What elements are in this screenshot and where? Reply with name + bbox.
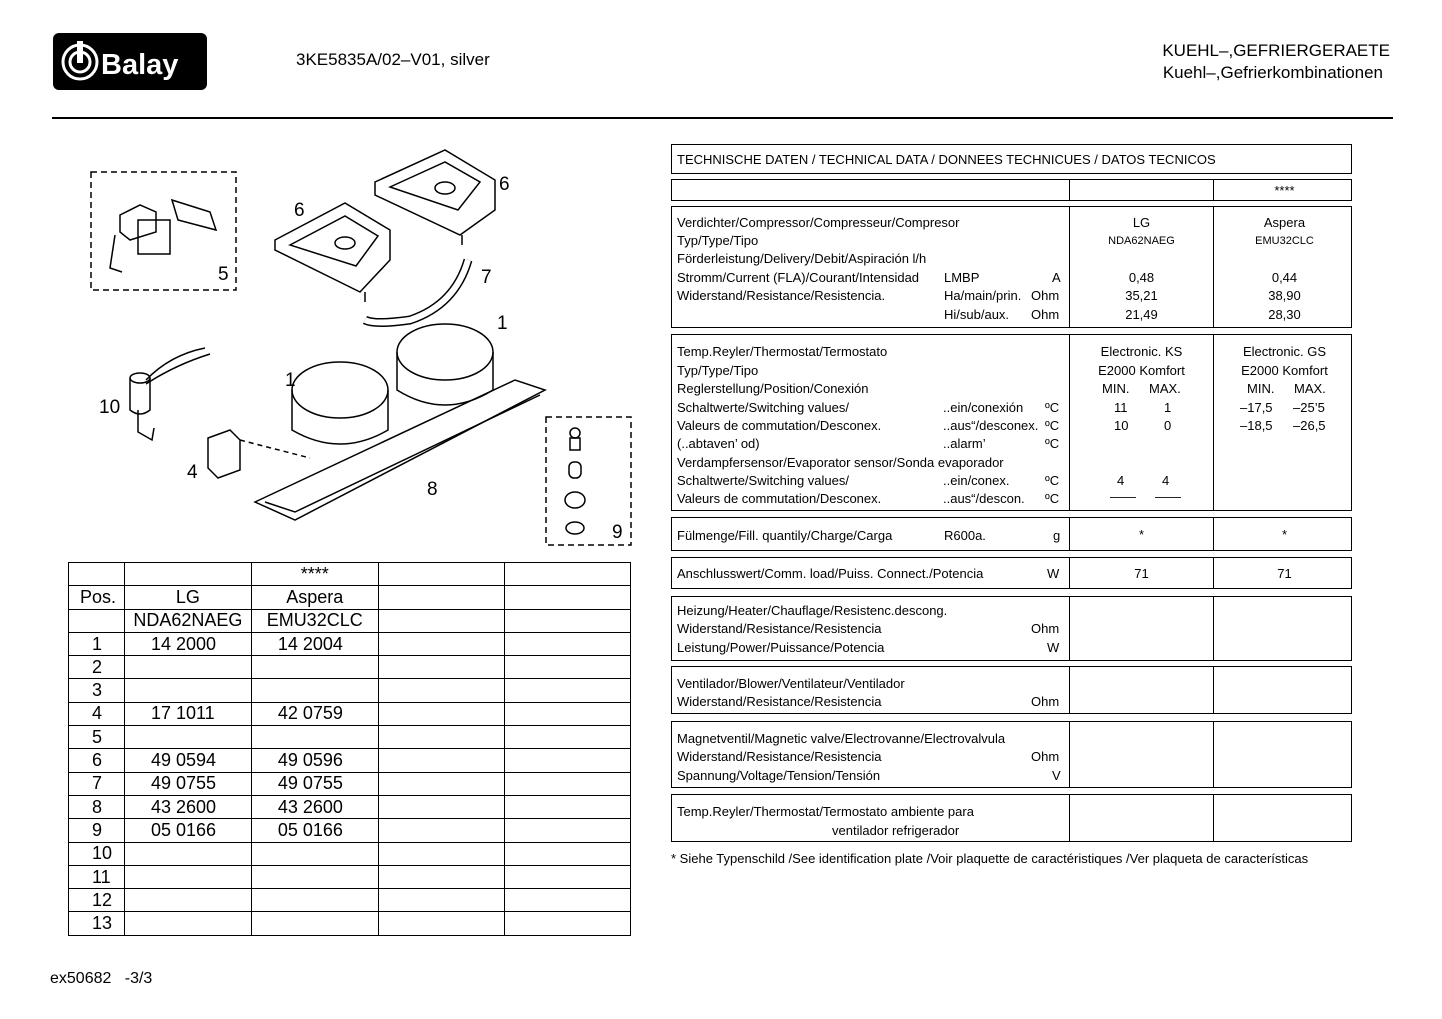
- table-header-brand-row: [69, 586, 631, 609]
- tech-title-box: [671, 144, 1352, 174]
- callout-9: 9: [612, 522, 623, 543]
- table-row: [69, 726, 631, 749]
- tech-text: Temp.Reyler/Thermostat/Termostato ambiente para: [677, 804, 974, 819]
- tech-text: Electronic. GS: [1242, 344, 1327, 359]
- cell-lg: 49 0755: [124, 772, 251, 795]
- cell-pos: 8: [69, 795, 125, 818]
- tech-text: V: [1052, 768, 1061, 783]
- cell-pos: 6: [69, 749, 125, 772]
- callout-8: 8: [427, 479, 438, 500]
- cell-pos: 7: [69, 772, 125, 795]
- part-1-compressor-rear: [397, 324, 493, 380]
- cell-lg: 05 0166: [124, 819, 251, 842]
- stars-label: ****: [251, 563, 378, 586]
- tech-text: Ventilador/Blower/Ventilateur/Ventilador: [677, 676, 905, 691]
- table-row: [69, 702, 631, 725]
- tech-stars-box: [671, 179, 1352, 201]
- cell-aspera: [251, 865, 378, 888]
- tech-text: (..abtaven’ od): [677, 436, 760, 451]
- table-header-model-row: [69, 609, 631, 632]
- tech-text: ºC: [1045, 436, 1060, 451]
- tech-text: 4: [1162, 473, 1170, 488]
- table-row: [69, 865, 631, 888]
- cell-aspera: 43 2600: [251, 795, 378, 818]
- model-aspera: EMU32CLC: [251, 609, 378, 632]
- footnote: * Siehe Typenschild /See identification plate /Voir plaquette de caractéristiques /Ver plaqueta de características: [671, 851, 1309, 866]
- tech-text: Reglerstellung/Position/Conexión: [677, 381, 869, 396]
- cell-aspera: 05 0166: [251, 819, 378, 842]
- callout-5: 5: [218, 264, 229, 285]
- tech-text: EMU32CLC: [1255, 235, 1314, 247]
- cell-lg: [124, 679, 251, 702]
- tech-text: 35,21: [1125, 288, 1158, 303]
- table-row: [69, 795, 631, 818]
- callout-6-left: 6: [294, 200, 305, 221]
- tech-text: R600a.: [944, 528, 986, 543]
- cell-pos: 13: [69, 912, 125, 935]
- tech-text: Ohm: [1031, 621, 1060, 636]
- tech-text: ºC: [1045, 400, 1060, 415]
- compressor-block: [671, 206, 1352, 328]
- tech-text: ——: [1110, 489, 1136, 504]
- tech-text: Typ/Type/Tipo: [677, 363, 759, 378]
- cell-aspera: 42 0759: [251, 702, 378, 725]
- table-row: [69, 889, 631, 912]
- table-row: [69, 819, 631, 842]
- page-number: -3/3: [124, 970, 153, 987]
- cell-lg: [124, 842, 251, 865]
- tech-text: 1: [1164, 400, 1172, 415]
- table-row: [69, 912, 631, 935]
- cell-lg: 17 1011: [124, 702, 251, 725]
- tech-text: LG: [1132, 215, 1151, 230]
- category-line-1: KUEHL–,GEFRIERGERAETE: [1162, 41, 1390, 60]
- thermostat-block: [671, 334, 1352, 511]
- tech-text: E2000 Komfort: [1241, 363, 1328, 378]
- cell-aspera: [251, 842, 378, 865]
- tech-text: MAX.: [1294, 381, 1326, 396]
- ambient-thermostat-block: [671, 794, 1352, 842]
- table-row: [69, 772, 631, 795]
- tech-text: 0,48: [1128, 270, 1155, 285]
- cell-lg: [124, 726, 251, 749]
- table-row: [69, 656, 631, 679]
- callout-10: 10: [99, 397, 121, 418]
- cell-aspera: 49 0755: [251, 772, 378, 795]
- tech-text: Widerstand/Resistance/Resistencia: [677, 694, 882, 709]
- tech-text: Förderleistung/Delivery/Debit/Aspiración l/h: [677, 251, 927, 266]
- fill-quantity-block: [671, 517, 1352, 551]
- tech-text: 38,90: [1268, 288, 1301, 303]
- tech-text: Stromm/Current (FLA)/Courant/Intensidad: [677, 270, 920, 285]
- tech-text: Aspera: [1263, 215, 1306, 230]
- cell-pos: 1: [69, 632, 125, 655]
- tech-text: LMBP: [944, 270, 980, 285]
- heater-block: [671, 596, 1352, 661]
- tech-text: –18,5: [1240, 418, 1273, 433]
- model-lg: NDA62NAEG: [124, 609, 251, 632]
- part-5-frame: [91, 172, 236, 290]
- tech-text: 0: [1164, 418, 1172, 433]
- part-4-component: [208, 430, 240, 478]
- table-row: [69, 842, 631, 865]
- cell-pos: 2: [69, 656, 125, 679]
- tech-text: –26,5: [1293, 418, 1326, 433]
- cell-lg: 49 0594: [124, 749, 251, 772]
- cell-lg: [124, 865, 251, 888]
- cell-pos: 4: [69, 702, 125, 725]
- tech-text: Hi/sub/aux.: [944, 307, 1010, 322]
- tech-text: MIN.: [1247, 381, 1275, 396]
- cell-lg: [124, 656, 251, 679]
- brand-aspera: Aspera: [251, 586, 378, 609]
- tech-text: Fülmenge/Fill. quantily/Charge/Carga: [677, 528, 893, 543]
- cell-aspera: [251, 889, 378, 912]
- tech-text: Widerstand/Resistance/Resistencia: [677, 621, 882, 636]
- cell-pos: 10: [69, 842, 125, 865]
- cell-pos: 12: [69, 889, 125, 912]
- part-8-base-frame: [255, 380, 545, 520]
- tech-text: ºC: [1045, 418, 1060, 433]
- tech-text: 71: [1134, 566, 1149, 581]
- tech-text: ventilador refrigerador: [832, 823, 960, 838]
- tech-text: 10: [1114, 418, 1129, 433]
- tech-text: Leistung/Power/Puissance/Potencia: [677, 640, 885, 655]
- cell-aspera: [251, 656, 378, 679]
- tech-text: Verdampfersensor/Evaporator sensor/Sonda evaporador: [677, 455, 1004, 470]
- fan-block: [671, 666, 1352, 714]
- cell-aspera: [251, 679, 378, 702]
- callout-7: 7: [481, 267, 492, 288]
- tech-text: Widerstand/Resistance/Resistencia.: [677, 288, 886, 303]
- table-header-stars-row: [69, 563, 631, 586]
- cell-lg: [124, 889, 251, 912]
- callout-4: 4: [187, 462, 198, 483]
- tech-text: Verdichter/Compressor/Compresseur/Compresor: [677, 215, 960, 230]
- parts-positions-table: [68, 562, 631, 936]
- tech-text: ..aus“/descon.: [943, 491, 1025, 506]
- callout-1-front: 1: [285, 370, 296, 391]
- tech-text: ..aus“/desconex.: [943, 418, 1039, 433]
- callout-6-right: 6: [499, 174, 510, 195]
- tech-text: 0,44: [1271, 270, 1298, 285]
- connected-load-block: [671, 557, 1352, 589]
- cell-lg: 43 2600: [124, 795, 251, 818]
- tech-text: ºC: [1045, 491, 1060, 506]
- part-6-tray-right: [375, 150, 495, 235]
- part-6-tray-left: [275, 203, 390, 292]
- tech-text: *: [1138, 527, 1145, 542]
- tech-text: 4: [1117, 473, 1125, 488]
- callout-1-rear: 1: [497, 313, 508, 334]
- cell-lg: 14 2000: [124, 632, 251, 655]
- tech-text: Heizung/Heater/Chauflage/Resistenc.descong.: [677, 603, 948, 618]
- tech-text: W: [1047, 566, 1060, 581]
- tech-text: Widerstand/Resistance/Resistencia: [677, 749, 882, 764]
- brand-text: Balay: [101, 49, 179, 81]
- tech-text: Ohm: [1031, 288, 1060, 303]
- exploded-parts-diagram: [60, 140, 640, 555]
- tech-title: TECHNISCHE DATEN / TECHNICAL DATA / DONNEES TECHNICUES / DATOS TECNICOS: [677, 152, 1216, 167]
- tech-text: g: [1053, 528, 1061, 543]
- tech-text: Temp.Reyler/Thermostat/Termostato: [677, 344, 888, 359]
- cell-aspera: 49 0596: [251, 749, 378, 772]
- tech-text: 11: [1114, 400, 1128, 415]
- tech-text: Spannung/Voltage/Tension/Tensión: [677, 768, 881, 783]
- tech-text: Ha/main/prin.: [944, 288, 1022, 303]
- brand-lg: LG: [124, 586, 251, 609]
- tech-text: Ohm: [1031, 749, 1060, 764]
- tech-text: 21,49: [1125, 307, 1158, 322]
- tech-text: Schaltwerte/Switching values/: [677, 473, 849, 488]
- cell-aspera: 14 2004: [251, 632, 378, 655]
- table-row: [69, 632, 631, 655]
- tech-text: A: [1052, 270, 1061, 285]
- tech-text: ..alarm’: [943, 436, 986, 451]
- document-footer: [50, 970, 152, 988]
- category-line-2: Kuehl–,Gefrierkombinationen: [1162, 63, 1383, 82]
- cell-aspera: [251, 912, 378, 935]
- header-divider: [52, 117, 1393, 119]
- tech-text: Schaltwerte/Switching values/: [677, 400, 849, 415]
- tech-text: 28,30: [1268, 307, 1301, 322]
- table-row: [69, 679, 631, 702]
- tech-text: Valeurs de commutation/Desconex.: [677, 418, 882, 433]
- cell-pos: 9: [69, 819, 125, 842]
- cell-pos: 3: [69, 679, 125, 702]
- tech-text: –25’5: [1293, 400, 1325, 415]
- tech-text: ºC: [1045, 473, 1060, 488]
- tech-text: E2000 Komfort: [1098, 363, 1185, 378]
- tech-text: Anschlusswert/Comm. load/Puiss. Connect./Potencia: [677, 566, 984, 581]
- tech-text: Magnetventil/Magnetic valve/Electrovanne/Electrovalvula: [677, 731, 1006, 746]
- tech-text: W: [1047, 640, 1060, 655]
- tech-text: Ohm: [1031, 694, 1060, 709]
- tech-text: *: [1281, 527, 1288, 542]
- tech-text: MAX.: [1149, 381, 1181, 396]
- document-code: ex50682: [50, 970, 112, 987]
- balay-logo-icon: [53, 33, 207, 90]
- tech-text: –17,5: [1240, 400, 1273, 415]
- tech-stars: ****: [1274, 183, 1295, 198]
- tech-text: Typ/Type/Tipo: [677, 233, 759, 248]
- tech-text: NDA62NAEG: [1108, 235, 1175, 247]
- tech-text: ——: [1155, 489, 1181, 504]
- model-number: 3KE5835A/02–V01, silver: [296, 50, 490, 69]
- part-1-compressor-front: [292, 362, 388, 418]
- tech-text: Electronic. KS: [1100, 344, 1183, 359]
- pos-label: Pos.: [69, 586, 125, 609]
- cell-aspera: [251, 726, 378, 749]
- cell-pos: 11: [69, 865, 125, 888]
- balay-logo: [53, 33, 207, 90]
- valve-block: [671, 721, 1352, 788]
- part-5-relay: [138, 220, 170, 254]
- tech-text: Valeurs de commutation/Desconex.: [677, 491, 882, 506]
- tech-text: 71: [1277, 566, 1292, 581]
- tech-text: MIN.: [1102, 381, 1130, 396]
- cell-pos: 5: [69, 726, 125, 749]
- table-row: [69, 749, 631, 772]
- tech-text: ..ein/conex.: [943, 473, 1010, 488]
- tech-text: Ohm: [1031, 307, 1060, 322]
- cell-lg: [124, 912, 251, 935]
- tech-text: ..ein/conexión: [943, 400, 1024, 415]
